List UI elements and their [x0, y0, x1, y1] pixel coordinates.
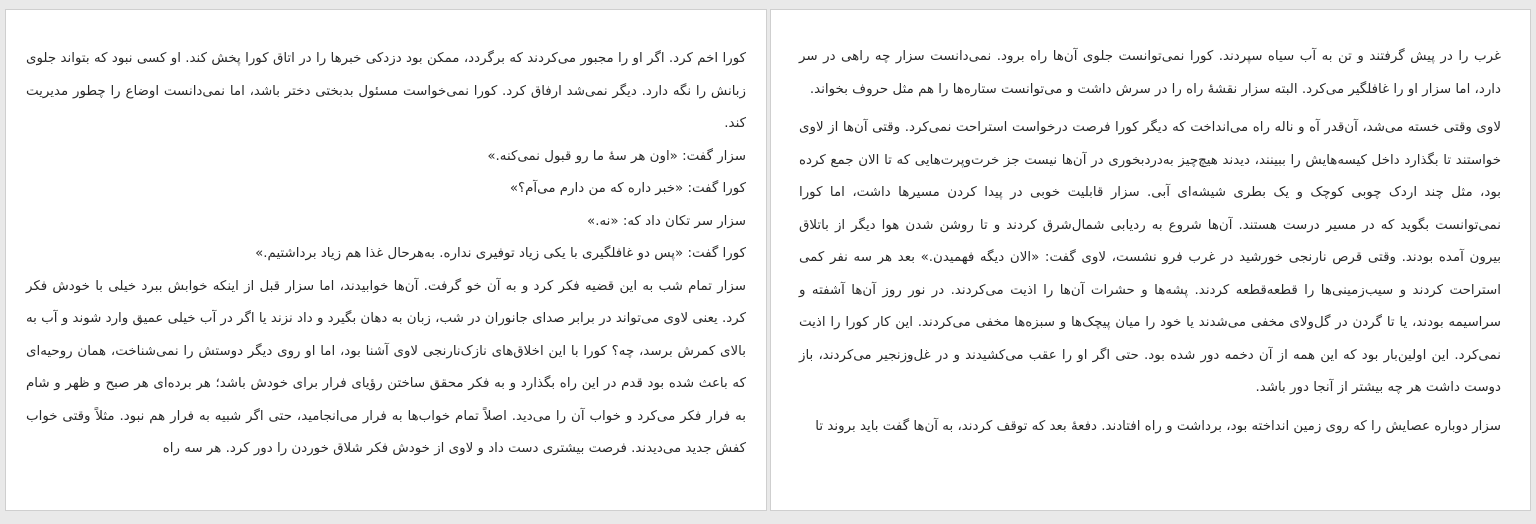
paragraph: کورا گفت: «پس دو غافلگیری با یکی زیاد توفیری نداره. به‌هرحال غذا هم زیاد برداشتیم.»: [255, 246, 746, 261]
paragraph: سزار سر تکان داد که: «نه.»: [587, 213, 746, 229]
paragraph: غرب را در پیش گرفتند و تن به آب سیاه سپردند. کورا نمی‌توانست جلوی آن‌ها راه برود. نمی‌دانست سزار چه راهی در سر دارد، اما سزار او را غافلگیر می‌کرد. البته سزار نقشهٔ راه را در سرش داشت و می‌توانست ستاره‌ها را هم مثل حروف بخواند.: [799, 49, 1501, 97]
left-page-text: [26, 43, 746, 466]
paragraph: سزار گفت: «اون هر سهٔ ما رو قبول نمی‌کنه.»: [487, 148, 746, 164]
paragraph: سزار دوباره عصایش را که روی زمین انداخته بود، برداشت و راه افتادند. دفعهٔ بعد که توقف کردند، به آن‌ها گفت باید بروند تا: [815, 418, 1501, 434]
paragraph: کورا اخم کرد. اگر او را مجبور می‌کردند که برگردد، ممکن بود دزدکی خبرها را در اتاق کورا پخش کند. او کسی نبود که بتواند جلوی زبانش را نگه دارد. دیگر نمی‌شد ارفاق کرد. کورا نمی‌خواست مسئول بدبختی دختر باشد، اما نمی‌دانست اوضاع را چطور مدیریت کند.: [26, 51, 746, 131]
paragraph: لاوی وقتی خسته می‌شد، آن‌قدر آه و ناله راه می‌انداخت که دیگر کورا فرصت درخواست استراحت نمی‌کرد. وقتی آن‌ها از لاوی خواستند تا بگذارد داخل کیسه‌هایش را ببینند، دیدند هیچ‌چیز به‌دردبخوری در آن‌ها نیست جز خرت‌وپرت‌هایی که تا الان جمع کرده بود، مثل چند اردک چوبی کوچک و یک بطری شیشه‌ای آبی. سزار قابلیت خوبی در پیدا کردن مسیرها داشت، اما کورا نمی‌توانست بگوید که در مسیر درست هستند. آن‌ها شروع به ردیابی شمال‌شرق کردند و تا روشن شدن هوا دیگر از باتلاق بیرون آمده بودند. وقتی قرص نارنجی خورشید در غرب فرو نشست، لاوی گفت: «الان دیگه فهمیدن.» بعد هر سه نفر کمی استراحت کردند و سیب‌زمینی‌ها را قطعه‌قطعه کردند. پشه‌ها و حشرات آن‌ها را اذیت می‌کردند. در نور روز آن‌ها آشفته و سراسیمه بودند، یا تا گردن در گل‌ولای مخفی می‌شدند یا خود را میان پیچک‌ها و سبزه‌ها مخفی می‌کردند. این کار کورا را اذیت نمی‌کرد. این اولین‌بار بود که این همه از آن دخمه دور شده بود. حتی اگر او را عقب می‌کشیدند و در غل‌وزنجیر می‌کردند، باز دوست داشت هر چه بیشتر از آنجا دور باشد.: [799, 120, 1501, 395]
paragraph: کورا گفت: «خبر داره که من دارم می‌آم؟»: [509, 181, 746, 196]
right-page-text: [799, 41, 1501, 443]
right-page: [770, 9, 1531, 511]
left-page: [5, 9, 767, 511]
paragraph: سزار تمام شب به این قضیه فکر کرد و به آن خو گرفت. آن‌ها خوابیدند، اما سزار قبل از اینکه خوابش ببرد خیلی با خودش فکر کرد. یعنی لاوی می‌تواند در برابر صدای جانوران در شب، زبان به دهان بگیرد و داد نزند یا اگر در آب خیلی عمیق وارد شوند و آب به بالای کمرش برسد، چه؟ کورا با این اخلاق‌های نازک‌نارنجی لاوی آشنا بود، اما او روی دیگر دوستش را نمی‌شناخت، همان روحیه‌ای که باعث شده بود قدم در این راه بگذارد و به فکر محقق ساختن رؤیای فرار برای خودش باشد؛ هر برده‌ای هر صبح و ظهر و شام به فرار فکر می‌کرد و خواب آن را می‌دید. اصلاً تمام خواب‌ها به فرار می‌انجامید، حتی اگر شبیه به فرار هم نبود. مثلاً وقتی خواب کفش جدید می‌دیدند. فرصت بیشتری دست داد و لاوی از خودش فکر شلاق خوردن را دور کرد. هر سه راه: [25, 278, 746, 456]
